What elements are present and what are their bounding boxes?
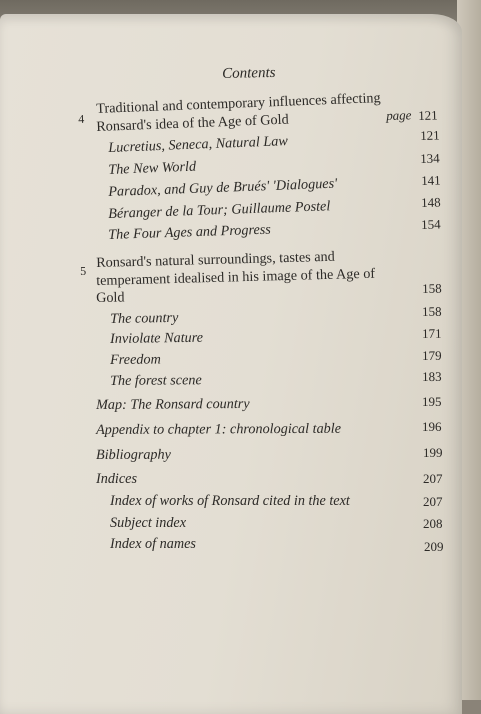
section-heading-line: Ronsard's idea of the Age of Gold xyxy=(96,111,289,135)
toc-entry-title: Bibliography xyxy=(96,446,171,463)
toc-entry-title: Subject index xyxy=(110,515,187,531)
toc-entry-title: Freedom xyxy=(110,351,161,368)
toc-entry-page: 199 xyxy=(423,445,443,460)
section-page-number: 158 xyxy=(422,280,442,296)
toc-entry-title: Indices xyxy=(96,471,137,487)
toc-entry-title: The forest scene xyxy=(110,372,202,389)
toc-entry-title: Paradox, and Guy de Brués' 'Dialogues' xyxy=(108,175,338,200)
section-heading-line: Ronsard's natural surroundings, tastes and xyxy=(96,248,335,271)
toc-entry-page: 195 xyxy=(422,394,442,409)
toc-entry-page: 134 xyxy=(420,150,440,166)
toc-entry-page: 196 xyxy=(422,419,442,434)
toc-entry-title: Inviolate Nature xyxy=(110,329,204,347)
toc-entry-page: 148 xyxy=(421,194,441,210)
section-page-number: 121 xyxy=(418,107,438,123)
toc-entry-title: Index of names xyxy=(110,536,196,552)
section-heading-line: Traditional and contemporary influences affecting xyxy=(96,90,381,117)
toc-entry-title: The Four Ages and Progress xyxy=(108,221,272,243)
section-heading-line: temperament idealised in his image of the Age of xyxy=(96,265,376,289)
toc-entry-page: 171 xyxy=(422,325,442,341)
toc-entry-title: Lucretius, Seneca, Natural Law xyxy=(108,133,289,156)
toc-entry-page: 141 xyxy=(421,172,441,188)
toc-entry-page: 208 xyxy=(423,516,443,531)
section-number: 4 xyxy=(78,111,85,126)
toc-entry-page: 183 xyxy=(422,368,442,384)
toc-entry-page: 154 xyxy=(421,216,441,232)
toc-entry-title: Béranger de la Tour; Guillaume Postel xyxy=(108,198,331,222)
section-number: 5 xyxy=(80,263,87,278)
toc-entry-page: 207 xyxy=(423,494,443,509)
toc-entry-page: 179 xyxy=(422,347,442,363)
toc-entry-title: Index of works of Ronsard cited in the text xyxy=(110,493,350,509)
page-prefix: page xyxy=(386,107,412,123)
toc-entry-page: 209 xyxy=(424,539,444,554)
toc-entry-page: 158 xyxy=(422,303,442,319)
toc-entry-title: The New World xyxy=(108,158,197,178)
section-heading-line: Gold xyxy=(96,289,125,306)
toc-entry-title: The country xyxy=(110,309,179,327)
toc-entry-title: Appendix to chapter 1: chronological table xyxy=(96,420,342,438)
toc-entry-page: 207 xyxy=(423,471,443,486)
toc-entry-page: 121 xyxy=(420,127,440,143)
page-title: Contents xyxy=(222,64,276,82)
toc-entry-title: Map: The Ronsard country xyxy=(96,395,250,413)
